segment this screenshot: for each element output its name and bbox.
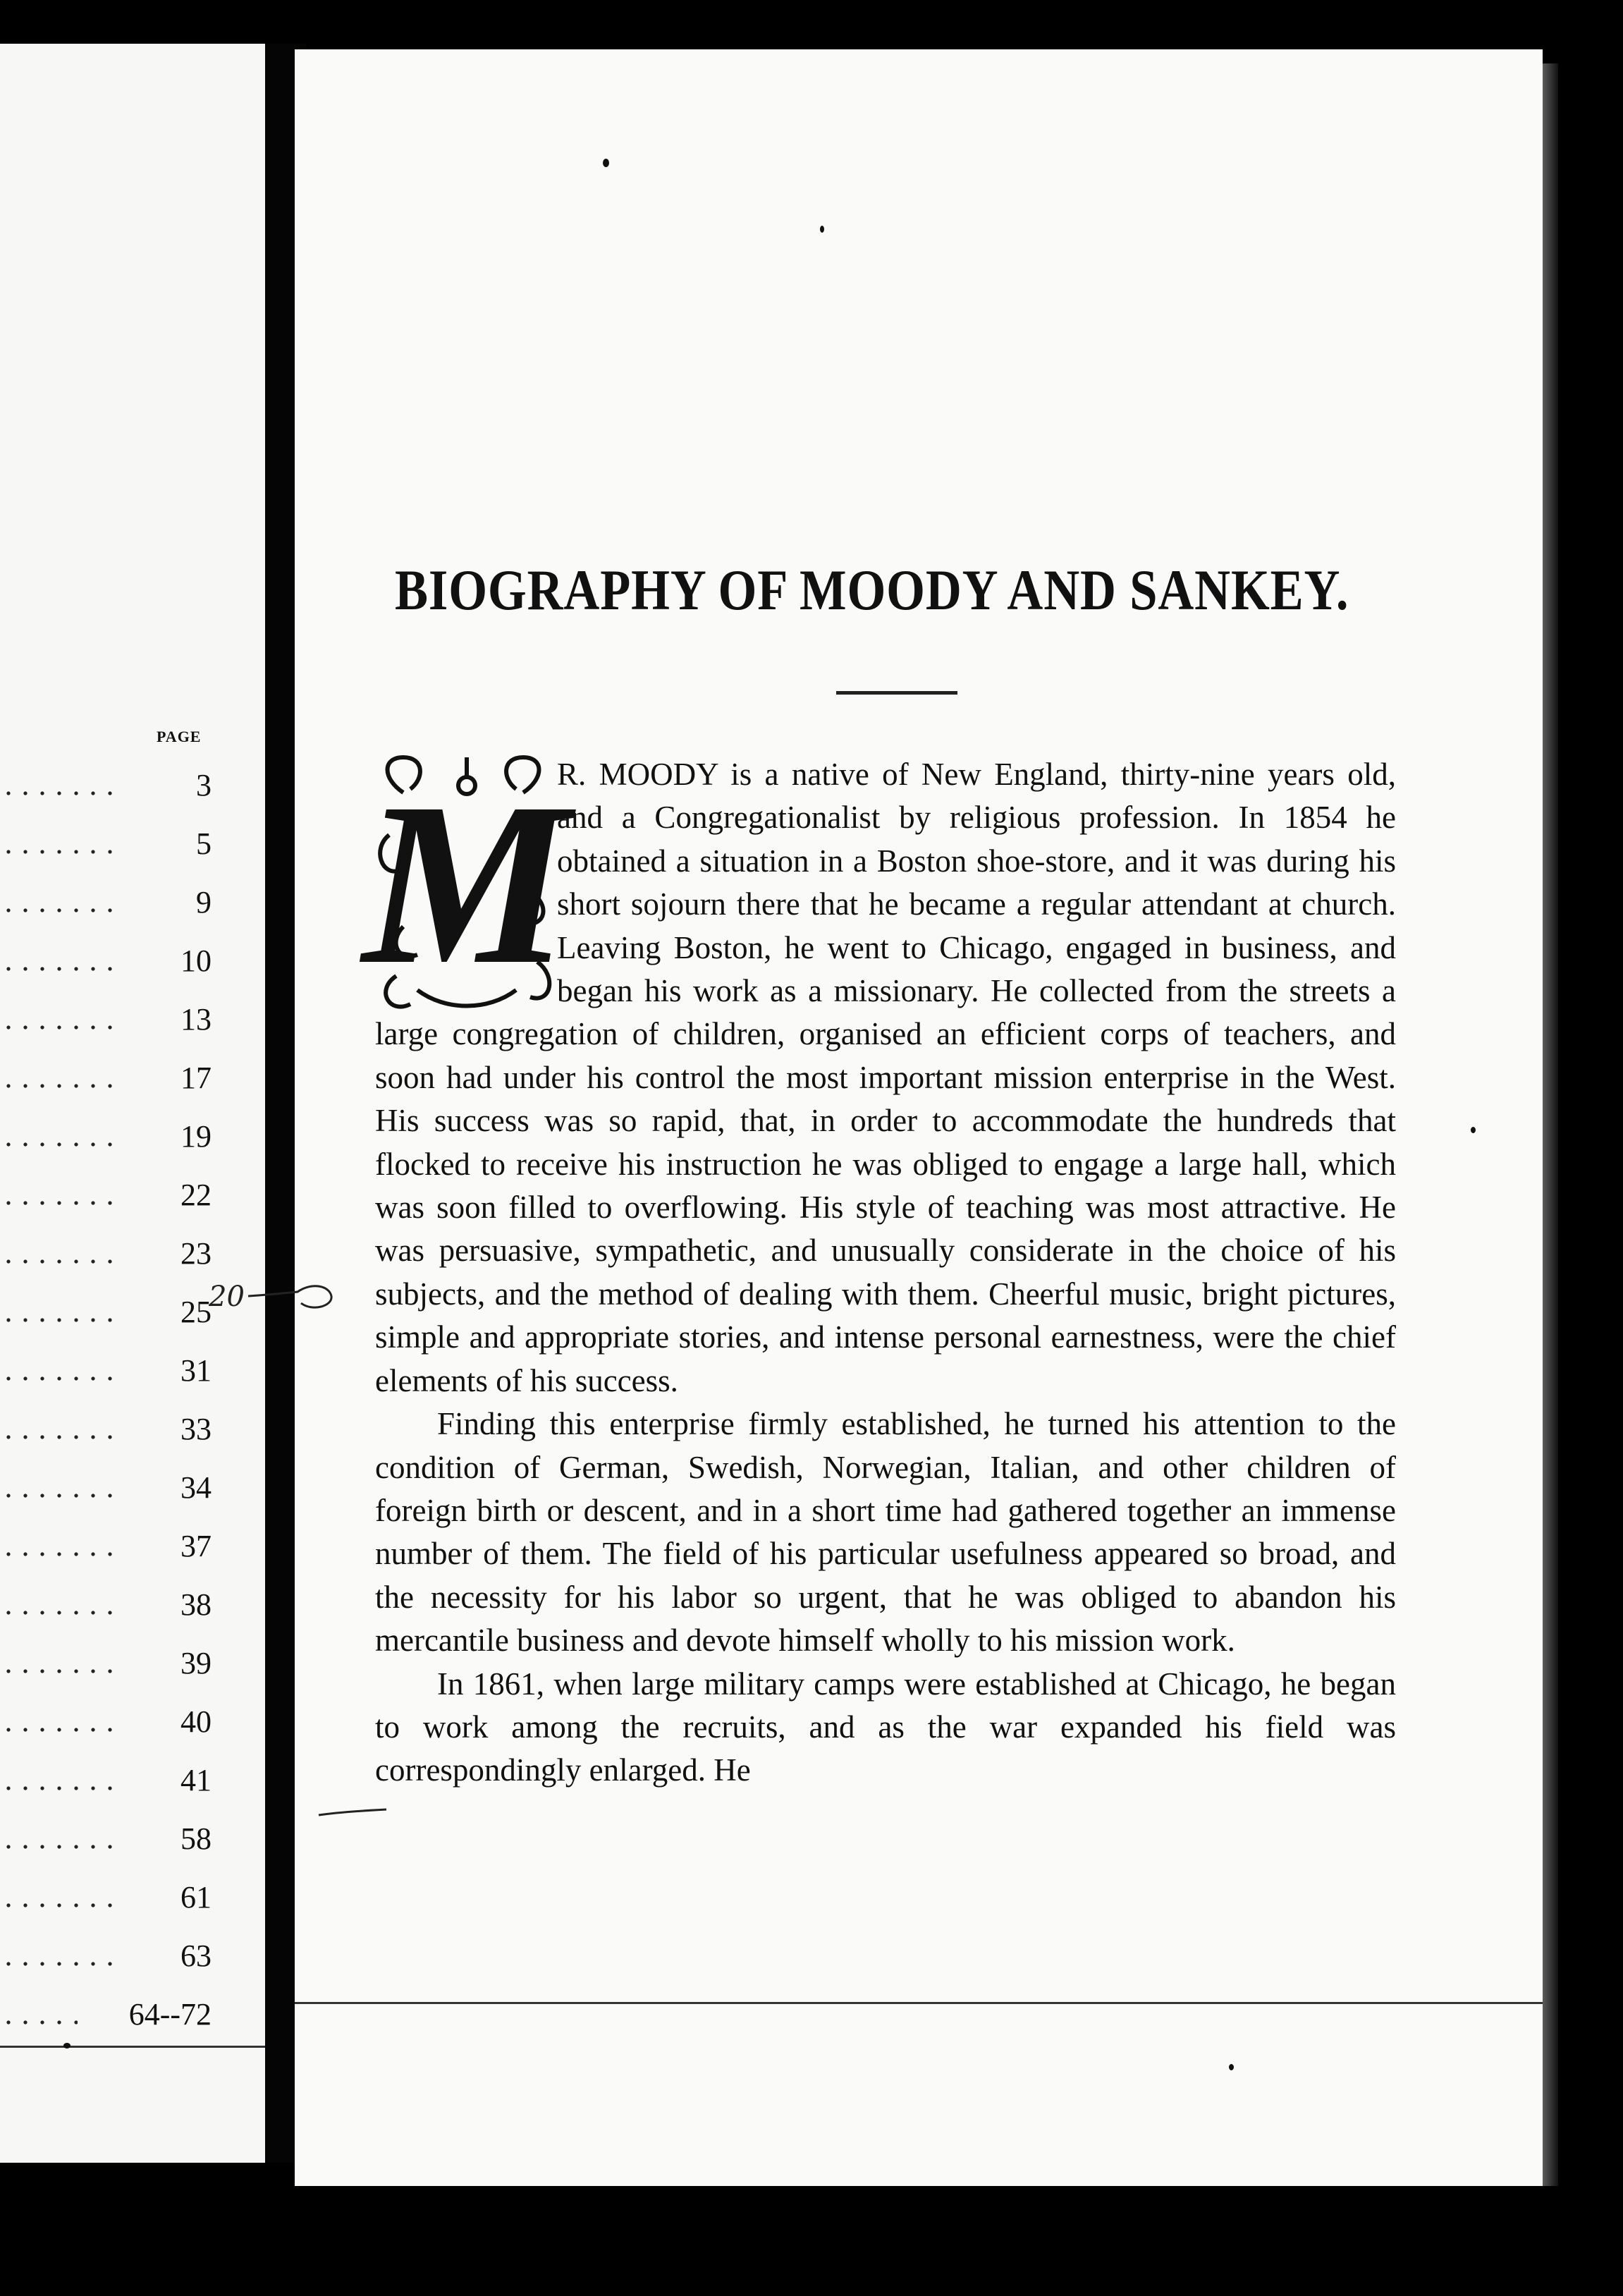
toc-entry: [0, 1876, 212, 1935]
toc-page-number: 39: [180, 1646, 212, 1680]
toc-page-number: 9: [196, 885, 212, 920]
toc-entry: [0, 1584, 212, 1642]
scan-speck: [1229, 2064, 1234, 2070]
svg-text:20: 20: [209, 1281, 245, 1313]
toc-leader-dots: [0, 1611, 113, 1615]
svg-text:M: M: [362, 755, 570, 1013]
toc-leader-dots: [0, 1259, 113, 1264]
toc-entry: [0, 1233, 212, 1291]
toc-page-number: 23: [180, 1236, 212, 1271]
dropcap-ornament-icon: [362, 750, 570, 1018]
toc-leader-dots: [0, 1903, 113, 1907]
toc-leader-dots: [0, 908, 113, 912]
toc-page-number: 41: [180, 1763, 212, 1797]
toc-leader-dots: [0, 967, 113, 971]
biography-body: [362, 753, 1396, 1793]
toc-entry: [0, 823, 212, 881]
left-page-fragment: [0, 44, 288, 2163]
pencil-stroke-mark: [317, 1805, 388, 1819]
toc-entry: [0, 1701, 212, 1759]
toc-entry: [0, 1291, 212, 1350]
toc-leader-dots: [0, 1669, 113, 1673]
toc-page-number: 25: [180, 1295, 212, 1329]
toc-page-number: 34: [180, 1470, 212, 1505]
toc-page-number: 13: [180, 1002, 212, 1037]
toc-leader-dots: [0, 1494, 113, 1498]
toc-entry: [0, 1818, 212, 1876]
toc-page-number-list: [0, 764, 212, 2052]
toc-entry: [0, 1935, 212, 1993]
paragraph-3: In 1861, when large military camps were established at Chicago, he began to work among the recruits, and as the war expanded his field was correspondingly enlarged. He: [375, 1666, 1396, 1788]
paragraph-1: R. MOODY is a native of New England, thirty-nine years old, and a Congregationalist by religious profession. In 1854 he obtained a situation in a Boston shoe-store, and it was during his short sojourn there that he became a regular attendant at church. Leaving Boston, he went to Chicago, engaged in business, and began his work as a missionary. He collected from the streets a large congregation of children, organised an efficient corps of teachers, and soon had under his control the most important mission enterprise in the West. His success was so rapid, that, in order to accommodate the hundreds that flocked to receive his instruction he was obliged to engage a large hall, which was soon filled to overflowing. His style of teaching was most attractive. He was persuasive, sympathetic, and unusually considerate in the choice of his subjects, and the method of dealing with them. Cheerful music, bright pictures, simple and appropriate stories, and intense personal earnestness, were the chief elements of his success.: [375, 757, 1396, 1398]
toc-entry: [0, 881, 212, 940]
toc-entry: [0, 1525, 212, 1584]
toc-page-number: 64--72: [128, 1997, 212, 2032]
toc-entry: [0, 764, 212, 823]
toc-page-number: 19: [180, 1119, 212, 1154]
toc-leader-dots: [0, 1962, 113, 1966]
scan-speck: [1471, 1127, 1476, 1133]
scan-speck: [63, 2043, 71, 2048]
paragraph-2: Finding this enterprise firmly established, he turned his attention to the condition of German, Swedish, Norwegian, Italian, and other children of foreign birth or descent, and in a short time had gathered together an immense number of them. The field of his particular usefulness appeared so broad, and the necessity for his labor so urgent, that he was obliged to abandon his mercantile business and devote himself wholly to his mission work.: [375, 1406, 1396, 1659]
scan-speck: [603, 159, 609, 167]
toc-page-number: 17: [180, 1061, 212, 1095]
toc-page-number: 3: [196, 768, 212, 802]
toc-page-number: 38: [180, 1587, 212, 1622]
handwritten-annotation: [206, 1275, 340, 1317]
toc-page-number: 31: [180, 1353, 212, 1388]
left-page-bottom-rule: [0, 2046, 288, 2048]
toc-leader-dots: [0, 1845, 113, 1849]
page-title: BIOGRAPHY OF MOODY AND SANKEY.: [395, 558, 1349, 622]
toc-leader-dots: [0, 1201, 113, 1205]
toc-entry: [0, 1642, 212, 1701]
toc-leader-dots: [0, 850, 113, 854]
toc-leader-dots: [0, 1786, 113, 1790]
toc-leader-dots: [0, 791, 113, 795]
toc-entry: [0, 1467, 212, 1525]
ornamental-dropcap: [362, 750, 570, 1013]
toc-entry: [0, 1174, 212, 1233]
toc-leader-dots: [0, 1435, 113, 1439]
toc-entry: [0, 1116, 212, 1174]
toc-page-number: 33: [180, 1412, 212, 1446]
toc-page-number: 5: [196, 826, 212, 861]
toc-page-number: 63: [180, 1938, 212, 1973]
toc-leader-dots: [0, 1728, 113, 1732]
toc-leader-dots: [0, 1025, 113, 1030]
toc-entry: [0, 1350, 212, 1408]
toc-page-number: 58: [180, 1821, 212, 1856]
toc-page-number: 61: [180, 1880, 212, 1915]
toc-page-header: PAGE: [157, 728, 202, 745]
toc-entry: [0, 1993, 212, 2052]
toc-entry: [0, 940, 212, 999]
toc-leader-dots: [0, 1552, 113, 1556]
right-page-bottom-rule: [295, 2002, 1543, 2004]
title-underline-rule: [836, 691, 957, 695]
scan-speck: [820, 226, 824, 233]
toc-leader-dots: [0, 2020, 78, 2025]
toc-entry: [0, 1408, 212, 1467]
toc-entry: [0, 1057, 212, 1116]
toc-entry: [0, 999, 212, 1057]
toc-leader-dots: [0, 1084, 113, 1088]
toc-leader-dots: [0, 1376, 113, 1381]
toc-entry: [0, 1759, 212, 1818]
toc-page-number: 37: [180, 1529, 212, 1563]
toc-page-number: 40: [180, 1704, 212, 1739]
toc-leader-dots: [0, 1142, 113, 1147]
toc-leader-dots: [0, 1318, 113, 1322]
toc-page-number: 22: [180, 1178, 212, 1212]
toc-page-number: 10: [180, 944, 212, 978]
